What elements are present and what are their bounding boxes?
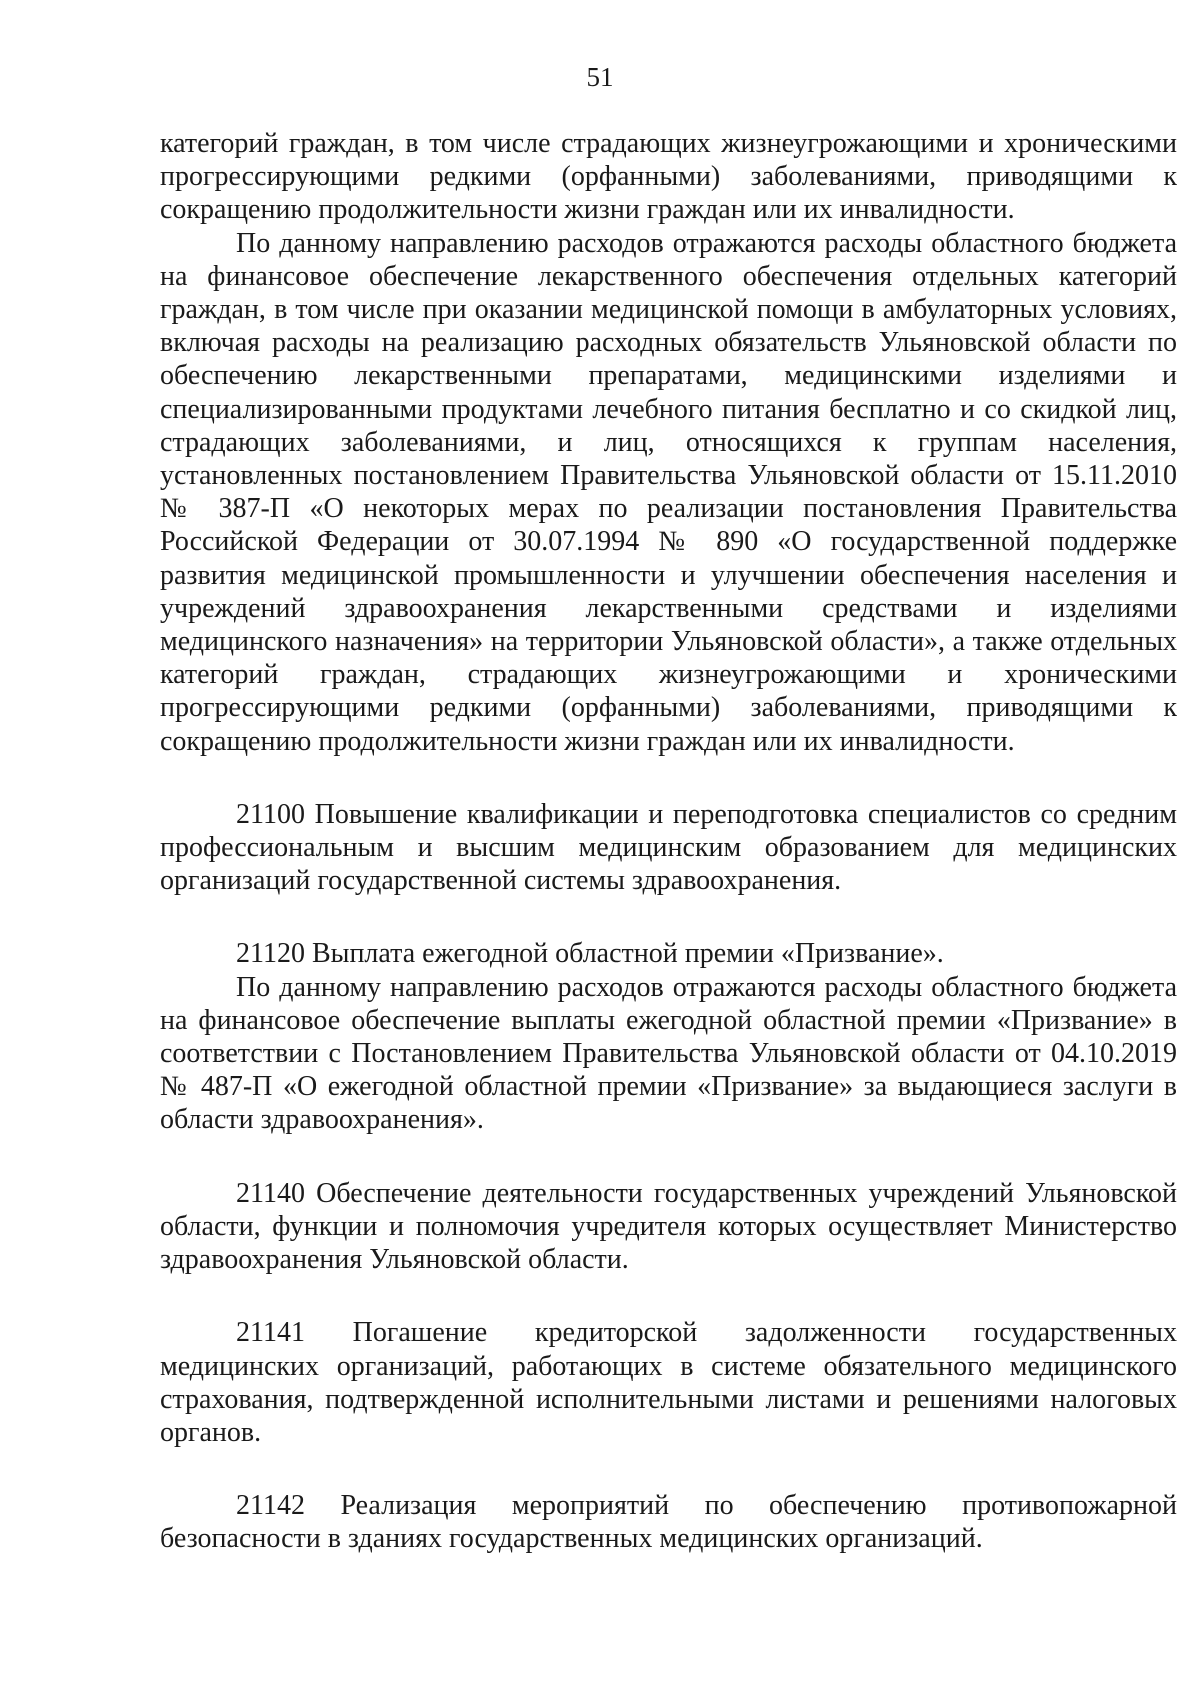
paragraph-code-21120: 21120 Выплата ежегодной областной премии «Призвание». — [236, 938, 944, 970]
paragraph-code-21100: 21100 Повышение квалификации и переподготовка специалистов со средним профессиональным и высшим медицинским образованием для медицинских организаций государственной системы здравоохранения. — [160, 798, 1177, 897]
paragraph-code-21142: 21142 Реализация мероприятий по обеспечению противопожарной безопасности в зданиях государственных медицинских организаций. — [160, 1490, 1177, 1555]
page-number: 51 — [586, 62, 614, 92]
document-body — [160, 127, 1177, 1556]
paragraph-expense-description: По данному направлению расходов отражаются расходы областного бюджета на финансовое обеспечение лекарственного обеспечения отдельных категорий граждан, в том числе при оказании медицинской помощи в амбулаторных условиях, включая расходы на реализацию расходных обязательств Ульяновской области по обеспечению лекарственными препаратами, медицинскими изделиями и специализированными продуктами лечебного питания бесплатно и со скидкой лиц, страдающих заболеваниями, и лиц, относящихся к группам населения, установленных постановлением Правительства Ульяновской области от 15.11.2010 № 387-П «О некоторых мерах по реализации постановления Правительства Российской Федерации от 30.07.1994 № 890 «О государственной поддержке развития медицинской промышленности и улучшении обеспечения населения и учреждений здравоохранения лекарственными средствами и изделиями медицинского назначения» на территории Ульяновской области», а также отдельных категорий граждан, страдающих жизнеугрожающими и хроническими прогрессирующими редкими (орфанными) заболеваниями, приводящими к сокращению продолжительности жизни граждан или их инвалидности. — [160, 227, 1177, 757]
paragraph-code-21141: 21141 Погашение кредиторской задолженности государственных медицинских организаций, работающих в системе обязательного медицинского страхования, подтвержденной исполнительными листами и решениями налоговых органов. — [160, 1317, 1177, 1448]
paragraph-code-21140: 21140 Обеспечение деятельности государственных учреждений Ульяновской области, функции и полномочия учредителя которых осуществляет Министерство здравоохранения Ульяновской области. — [160, 1177, 1177, 1276]
paragraph-continuation: категорий граждан, в том числе страдающих жизнеугрожающими и хроническими прогрессирующими редкими (орфанными) заболеваниями, приводящими к сокращению продолжительности жизни граждан или их инвалидности. — [160, 128, 1177, 226]
paragraph-21120-description: По данному направлению расходов отражаются расходы областного бюджета на финансовое обеспечение выплаты ежегодной областной премии «Призвание» в соответствии с Постановлением Правительства Ульяновской области от 04.10.2019 № 487-П «О ежегодной областной премии «Призвание» за выдающиеся заслуги в области здравоохранения». — [160, 971, 1177, 1136]
